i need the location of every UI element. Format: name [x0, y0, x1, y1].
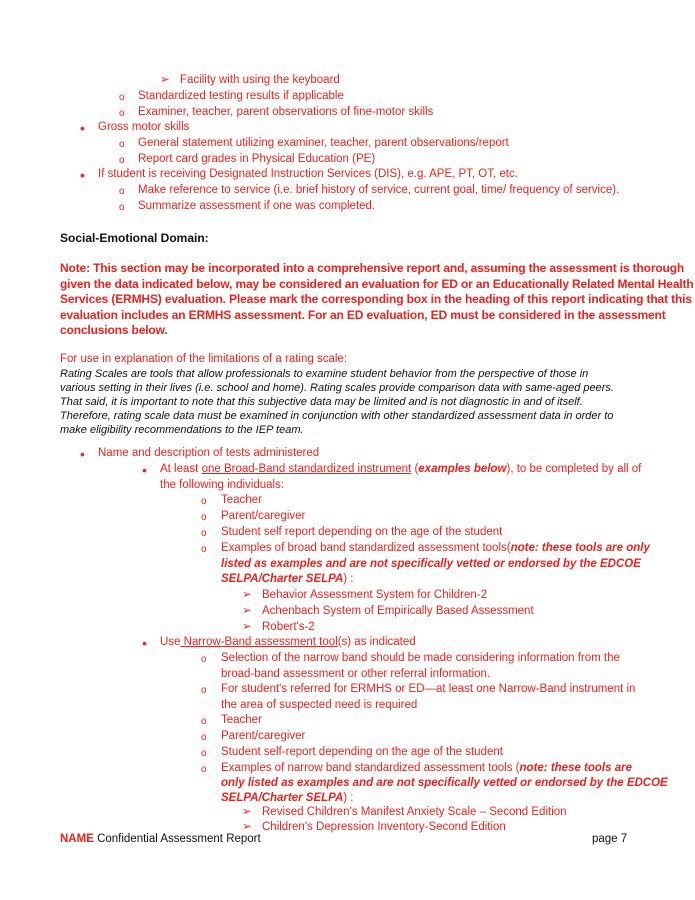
rating-line: Rating Scales are tools that allow professionals to examine student behavior from the perspective of those in [60, 368, 589, 380]
note-line: Note: This section may be incorporated into a comprehensive report and, assuming the assessment is thorough [60, 261, 685, 275]
list-item: Standardized testing results if applicable [138, 90, 344, 102]
list-item: Teacher [221, 714, 262, 726]
list-item-continuation: the area of suspected need is required [221, 699, 418, 711]
rating-scale-paragraph [60, 367, 640, 437]
list-item-continuation: broad-band assessment or other referral information. [221, 668, 491, 680]
note-line: conclusions below. [60, 323, 168, 337]
arrow-bullet-icon: ➢ [160, 74, 170, 86]
circle-bullet-icon: o [201, 512, 207, 523]
broad-examples [221, 541, 650, 557]
text-fragment: At least [160, 463, 202, 475]
section-heading: Social-Emotional Domain: [60, 231, 209, 245]
emphasis-text: SELPA/Charter SELPA [221, 573, 344, 585]
circle-bullet-icon: o [201, 544, 207, 555]
list-item: Examiner, teacher, parent observations of fine-motor skills [138, 106, 434, 118]
list-item: Parent/caregiver [221, 730, 306, 742]
circle-bullet-icon: o [119, 155, 125, 166]
text-fragment: Use [160, 636, 181, 648]
emphasis-text: note: these tools are [519, 762, 632, 774]
circle-bullet-icon: o [201, 654, 207, 665]
broad-band-item [160, 462, 641, 478]
tool-item: Revised Children's Manifest Anxiety Scale – Second Edition [262, 806, 567, 818]
list-item: Report card grades in Physical Education (PE) [138, 153, 376, 165]
text-fragment: ) : [343, 792, 354, 804]
circle-bullet-icon: o [201, 732, 207, 743]
circle-bullet-icon: o [201, 528, 207, 539]
circle-bullet-icon: o [119, 186, 125, 197]
text-fragment: (s) as indicated [337, 636, 416, 648]
narrow-band-item [160, 635, 416, 651]
arrow-bullet-icon: ➢ [242, 621, 252, 633]
list-item: Parent/caregiver [221, 510, 306, 522]
list-item: Student self-report depending on the age of the student [221, 746, 503, 758]
list-item: Name and description of tests administered [98, 447, 320, 459]
circle-bullet-icon: o [201, 496, 207, 507]
dot-bullet-icon: • [142, 462, 147, 478]
dot-bullet-icon: • [80, 120, 85, 136]
circle-bullet-icon: o [119, 202, 125, 213]
circle-bullet-icon: o [201, 764, 207, 775]
circle-bullet-icon: o [201, 748, 207, 759]
tool-item: Robert's-2 [262, 621, 315, 633]
underlined-text: one Broad-Band standardized instrument [201, 463, 412, 475]
tool-item: Behavior Assessment System for Children-2 [262, 589, 487, 601]
footer-title [60, 832, 261, 847]
list-item: If student is receiving Designated Instruction Services (DIS), e.g. APE, PT, OT, etc. [98, 168, 518, 180]
list-item: Selection of the narrow band should be made considering information from the [221, 652, 620, 664]
list-item: Teacher [221, 494, 262, 506]
rating-intro: For use in explanation of the limitations of a rating scale: [60, 353, 348, 365]
circle-bullet-icon: o [119, 139, 125, 150]
note-line: Services (ERMHS) evaluation. Please mark the corresponding box in the heading of this report indicating that this [60, 292, 692, 306]
dot-bullet-icon: • [80, 167, 85, 183]
circle-bullet-icon: o [119, 92, 125, 103]
arrow-bullet-icon: ➢ [242, 806, 252, 818]
dot-bullet-icon: • [142, 635, 147, 651]
tool-item: Achenbach System of Empirically Based Assessment [262, 605, 534, 617]
note-line: given the data indicated below, may be considered an evaluation for ED or an Educationally Related Mental Health [60, 276, 694, 291]
page-number: page 7 [592, 833, 628, 845]
rating-line: That said, it is important to note that this subjective data may be limited and is not diagnostic in and of itself. [60, 396, 583, 408]
arrow-bullet-icon: ➢ [242, 589, 252, 601]
rating-line: various setting in their lives (i.e. school and home). Rating scales provide comparison data with same-aged peers. [60, 382, 614, 394]
text-fragment: Examples of broad band standardized assessment tools( [221, 542, 511, 554]
text-fragment: ) : [343, 573, 354, 585]
text-fragment: ), to be completed by all of [506, 463, 642, 475]
list-item: Student self report depending on the age of the student [221, 526, 503, 538]
emphasis-text: SELPA/Charter SELPA [221, 792, 344, 804]
broad-examples-end [221, 572, 354, 588]
rating-line: Therefore, rating scale data must be examined in conjunction with other standardized assessment data in order to [60, 410, 614, 422]
dot-bullet-icon: • [80, 446, 85, 462]
list-item: Summarize assessment if one was completed. [138, 200, 376, 212]
underlined-text: Narrow-Band assessment tool [180, 636, 338, 648]
narrow-examples [221, 761, 632, 777]
broad-band-item-continuation: the following individuals: [160, 479, 285, 491]
ermhs-note [60, 261, 694, 339]
student-name-placeholder: NAME [60, 833, 94, 845]
emphasis-text: only listed as examples and are not specifically vetted or endorsed by the EDCOE [221, 777, 668, 789]
arrow-bullet-icon: ➢ [242, 605, 252, 617]
text-fragment: ( [411, 463, 419, 475]
tool-item: Children's Depression Inventory-Second Edition [262, 821, 506, 833]
list-item: Gross motor skills [98, 121, 190, 133]
list-item: For student's referred for ERMHS or ED—at least one Narrow-Band instrument in [221, 683, 636, 695]
list-item: General statement utilizing examiner, teacher, parent observations/report [138, 137, 509, 149]
report-title: Confidential Assessment Report [93, 833, 261, 845]
rating-line: make eligibility recommendations to the IEP team. [60, 424, 304, 436]
emphasis-text: listed as examples and are not specifically vetted or endorsed by the EDCOE [221, 558, 641, 570]
circle-bullet-icon: o [201, 716, 207, 727]
circle-bullet-icon: o [119, 108, 125, 119]
circle-bullet-icon: o [201, 685, 207, 696]
note-line: evaluation includes an ERMHS assessment. For an ED evaluation, ED must be considered in the assessment [60, 307, 666, 322]
emphasis-text: examples below [418, 463, 507, 475]
arrow-bullet-icon: ➢ [242, 821, 252, 833]
emphasis-text: note: these tools are only [510, 542, 650, 554]
list-item: Make reference to service (i.e. brief history of service, current goal, time/ frequency of service). [138, 184, 620, 196]
text-fragment: Examples of narrow band standardized assessment tools ( [221, 762, 520, 774]
list-item: Facility with using the keyboard [180, 74, 340, 86]
